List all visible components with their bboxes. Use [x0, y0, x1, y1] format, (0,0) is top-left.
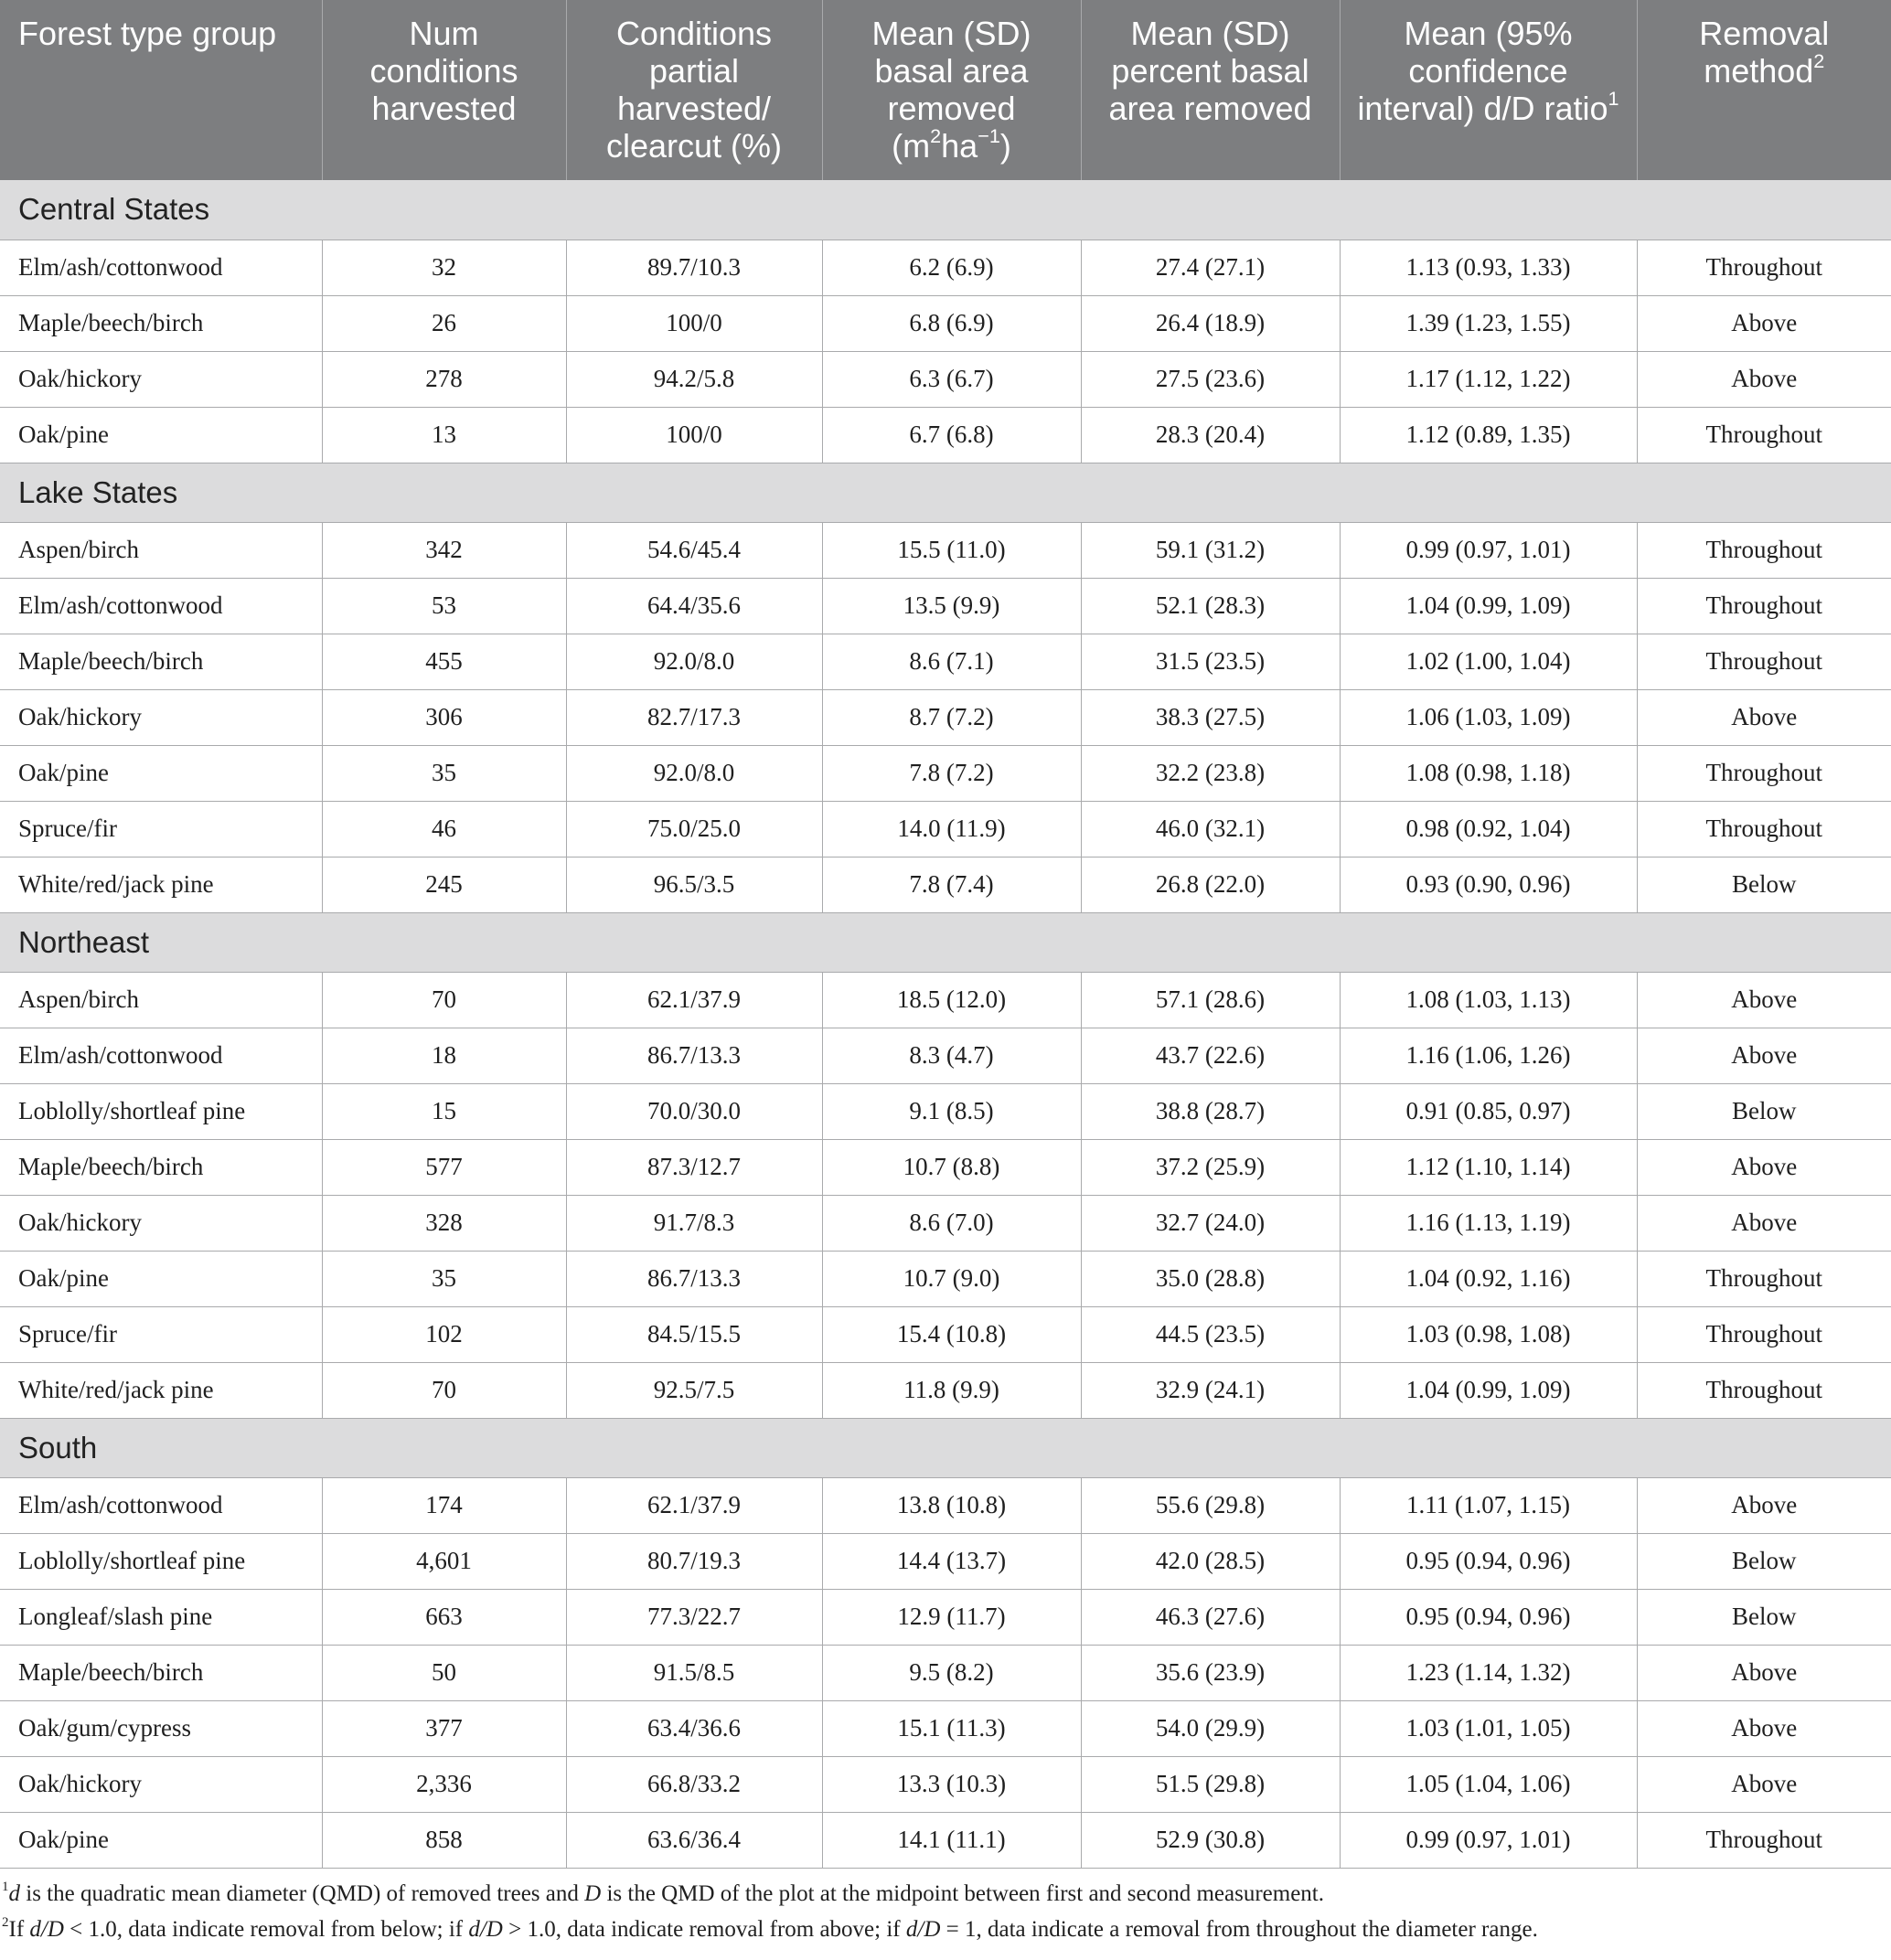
- table-row: [0, 1139, 1891, 1195]
- cell-removal-method: Below: [1637, 1083, 1891, 1139]
- cell-num-conditions: 663: [322, 1589, 566, 1645]
- cell-num-conditions: 174: [322, 1477, 566, 1533]
- cell-partial-clearcut: 82.7/17.3: [566, 689, 822, 745]
- cell-percent-basal-area: 37.2 (25.9): [1081, 1139, 1340, 1195]
- group-name: Central States: [0, 180, 1891, 240]
- cell-num-conditions: 15: [322, 1083, 566, 1139]
- cell-forest-type: White/red/jack pine: [0, 857, 322, 912]
- cell-partial-clearcut: 66.8/33.2: [566, 1756, 822, 1812]
- cell-dd-ratio: 1.04 (0.92, 1.16): [1340, 1251, 1637, 1306]
- table-row: [0, 1083, 1891, 1139]
- cell-forest-type: Oak/gum/cypress: [0, 1700, 322, 1756]
- cell-percent-basal-area: 31.5 (23.5): [1081, 634, 1340, 689]
- cell-dd-ratio: 0.95 (0.94, 0.96): [1340, 1589, 1637, 1645]
- cell-basal-area-removed: 6.7 (6.8): [822, 407, 1081, 463]
- cell-dd-ratio: 1.04 (0.99, 1.09): [1340, 1362, 1637, 1418]
- cell-basal-area-removed: 10.7 (8.8): [822, 1139, 1081, 1195]
- header-basal-area-removed: Mean (SD) basal area removed $(m^2ha^{-1})$: [822, 0, 1081, 180]
- cell-partial-clearcut: 84.5/15.5: [566, 1306, 822, 1362]
- cell-percent-basal-area: 35.0 (28.8): [1081, 1251, 1340, 1306]
- cell-removal-method: Throughout: [1637, 634, 1891, 689]
- cell-dd-ratio: 1.03 (1.01, 1.05): [1340, 1700, 1637, 1756]
- cell-percent-basal-area: 52.1 (28.3): [1081, 578, 1340, 634]
- cell-percent-basal-area: 51.5 (29.8): [1081, 1756, 1340, 1812]
- cell-forest-type: Aspen/birch: [0, 972, 322, 1028]
- cell-forest-type: Elm/ash/cottonwood: [0, 578, 322, 634]
- cell-forest-type: Aspen/birch: [0, 522, 322, 578]
- cell-dd-ratio: 1.02 (1.00, 1.04): [1340, 634, 1637, 689]
- cell-removal-method: Throughout: [1637, 240, 1891, 295]
- cell-partial-clearcut: 92.0/8.0: [566, 745, 822, 801]
- cell-partial-clearcut: 75.0/25.0: [566, 801, 822, 857]
- table-row: [0, 1812, 1891, 1868]
- cell-percent-basal-area: 46.3 (27.6): [1081, 1589, 1340, 1645]
- cell-percent-basal-area: 32.9 (24.1): [1081, 1362, 1340, 1418]
- cell-percent-basal-area: 26.8 (22.0): [1081, 857, 1340, 912]
- table-header: [0, 0, 1891, 180]
- cell-basal-area-removed: 11.8 (9.9): [822, 1362, 1081, 1418]
- cell-removal-method: Throughout: [1637, 407, 1891, 463]
- cell-dd-ratio: 1.03 (0.98, 1.08): [1340, 1306, 1637, 1362]
- cell-forest-type: Oak/pine: [0, 407, 322, 463]
- cell-basal-area-removed: 7.8 (7.2): [822, 745, 1081, 801]
- group-name: South: [0, 1418, 1891, 1477]
- cell-forest-type: Oak/pine: [0, 1251, 322, 1306]
- cell-removal-method: Above: [1637, 972, 1891, 1028]
- table-row: [0, 1028, 1891, 1083]
- table-body: [0, 180, 1891, 1868]
- cell-removal-method: Above: [1637, 1139, 1891, 1195]
- cell-num-conditions: 35: [322, 1251, 566, 1306]
- cell-partial-clearcut: 62.1/37.9: [566, 972, 822, 1028]
- cell-percent-basal-area: 28.3 (20.4): [1081, 407, 1340, 463]
- cell-dd-ratio: 1.06 (1.03, 1.09): [1340, 689, 1637, 745]
- cell-num-conditions: 245: [322, 857, 566, 912]
- cell-percent-basal-area: 52.9 (30.8): [1081, 1812, 1340, 1868]
- table-row: [0, 407, 1891, 463]
- header-num-conditions: Num conditions harvested: [322, 0, 566, 180]
- cell-basal-area-removed: 13.3 (10.3): [822, 1756, 1081, 1812]
- cell-dd-ratio: 0.99 (0.97, 1.01): [1340, 522, 1637, 578]
- cell-basal-area-removed: 7.8 (7.4): [822, 857, 1081, 912]
- cell-partial-clearcut: 54.6/45.4: [566, 522, 822, 578]
- cell-percent-basal-area: 44.5 (23.5): [1081, 1306, 1340, 1362]
- cell-basal-area-removed: 18.5 (12.0): [822, 972, 1081, 1028]
- cell-basal-area-removed: 8.7 (7.2): [822, 689, 1081, 745]
- cell-num-conditions: 2,336: [322, 1756, 566, 1812]
- group-header-row: [0, 1418, 1891, 1477]
- header-percent-basal-area: Mean (SD) percent basal area removed: [1081, 0, 1340, 180]
- cell-num-conditions: 377: [322, 1700, 566, 1756]
- cell-num-conditions: 577: [322, 1139, 566, 1195]
- cell-partial-clearcut: 87.3/12.7: [566, 1139, 822, 1195]
- cell-basal-area-removed: 14.1 (11.1): [822, 1812, 1081, 1868]
- cell-dd-ratio: 0.99 (0.97, 1.01): [1340, 1812, 1637, 1868]
- cell-dd-ratio: 1.04 (0.99, 1.09): [1340, 578, 1637, 634]
- table-row: [0, 240, 1891, 295]
- footnote-1: $^1$d is the quadratic mean diameter (QMD) of removed trees and D is the QMD of the plot at the midpoint between first and second measurement.: [2, 1879, 1324, 1906]
- cell-dd-ratio: 0.93 (0.90, 0.96): [1340, 857, 1637, 912]
- cell-num-conditions: 455: [322, 634, 566, 689]
- cell-partial-clearcut: 77.3/22.7: [566, 1589, 822, 1645]
- cell-dd-ratio: 1.11 (1.07, 1.15): [1340, 1477, 1637, 1533]
- cell-removal-method: Below: [1637, 857, 1891, 912]
- cell-forest-type: Loblolly/shortleaf pine: [0, 1533, 322, 1589]
- cell-basal-area-removed: 6.2 (6.9): [822, 240, 1081, 295]
- cell-num-conditions: 53: [322, 578, 566, 634]
- cell-removal-method: Above: [1637, 1028, 1891, 1083]
- cell-removal-method: Throughout: [1637, 578, 1891, 634]
- header-dd-ratio: Mean (95% confidence interval) d/D ratio$^1$: [1340, 0, 1637, 180]
- table-row: [0, 295, 1891, 351]
- group-header-row: [0, 180, 1891, 240]
- cell-percent-basal-area: 38.8 (28.7): [1081, 1083, 1340, 1139]
- group-header-row: [0, 463, 1891, 522]
- cell-dd-ratio: 1.17 (1.12, 1.22): [1340, 351, 1637, 407]
- cell-dd-ratio: 1.08 (0.98, 1.18): [1340, 745, 1637, 801]
- cell-forest-type: Oak/hickory: [0, 1756, 322, 1812]
- cell-removal-method: Above: [1637, 295, 1891, 351]
- cell-removal-method: Throughout: [1637, 1362, 1891, 1418]
- cell-percent-basal-area: 55.6 (29.8): [1081, 1477, 1340, 1533]
- table-row: [0, 1251, 1891, 1306]
- cell-removal-method: Below: [1637, 1589, 1891, 1645]
- cell-partial-clearcut: 100/0: [566, 295, 822, 351]
- cell-dd-ratio: 1.12 (0.89, 1.35): [1340, 407, 1637, 463]
- cell-removal-method: Above: [1637, 351, 1891, 407]
- header-forest-type-group: Forest type group: [0, 0, 322, 180]
- cell-partial-clearcut: 92.5/7.5: [566, 1362, 822, 1418]
- group-name: Lake States: [0, 463, 1891, 522]
- cell-percent-basal-area: 43.7 (22.6): [1081, 1028, 1340, 1083]
- cell-num-conditions: 32: [322, 240, 566, 295]
- cell-partial-clearcut: 86.7/13.3: [566, 1028, 822, 1083]
- cell-partial-clearcut: 96.5/3.5: [566, 857, 822, 912]
- cell-forest-type: Oak/hickory: [0, 1195, 322, 1251]
- table-row: [0, 689, 1891, 745]
- cell-partial-clearcut: 64.4/35.6: [566, 578, 822, 634]
- cell-basal-area-removed: 14.0 (11.9): [822, 801, 1081, 857]
- cell-basal-area-removed: 8.3 (4.7): [822, 1028, 1081, 1083]
- cell-forest-type: White/red/jack pine: [0, 1362, 322, 1418]
- cell-partial-clearcut: 94.2/5.8: [566, 351, 822, 407]
- cell-basal-area-removed: 15.1 (11.3): [822, 1700, 1081, 1756]
- cell-forest-type: Spruce/fir: [0, 1306, 322, 1362]
- cell-percent-basal-area: 26.4 (18.9): [1081, 295, 1340, 351]
- cell-num-conditions: 13: [322, 407, 566, 463]
- cell-removal-method: Throughout: [1637, 801, 1891, 857]
- footnotes: [0, 1869, 1891, 1947]
- cell-basal-area-removed: 6.8 (6.9): [822, 295, 1081, 351]
- cell-removal-method: Above: [1637, 1195, 1891, 1251]
- cell-dd-ratio: 1.12 (1.10, 1.14): [1340, 1139, 1637, 1195]
- cell-forest-type: Oak/hickory: [0, 351, 322, 407]
- cell-basal-area-removed: 10.7 (9.0): [822, 1251, 1081, 1306]
- cell-num-conditions: 46: [322, 801, 566, 857]
- cell-dd-ratio: 1.16 (1.06, 1.26): [1340, 1028, 1637, 1083]
- cell-partial-clearcut: 92.0/8.0: [566, 634, 822, 689]
- cell-basal-area-removed: 13.8 (10.8): [822, 1477, 1081, 1533]
- footnote-2: $^2$If d/D < 1.0, data indicate removal from below; if d/D > 1.0, data indicate removal from above; if d/D = 1, data indicate a removal from throughout the diameter range.: [2, 1914, 1538, 1942]
- table-row: [0, 1362, 1891, 1418]
- cell-removal-method: Throughout: [1637, 745, 1891, 801]
- table-row: [0, 1195, 1891, 1251]
- cell-basal-area-removed: 6.3 (6.7): [822, 351, 1081, 407]
- cell-forest-type: Oak/pine: [0, 1812, 322, 1868]
- table-row: [0, 745, 1891, 801]
- cell-num-conditions: 35: [322, 745, 566, 801]
- cell-forest-type: Elm/ash/cottonwood: [0, 240, 322, 295]
- cell-partial-clearcut: 70.0/30.0: [566, 1083, 822, 1139]
- cell-basal-area-removed: 9.5 (8.2): [822, 1645, 1081, 1700]
- table-row: [0, 351, 1891, 407]
- cell-partial-clearcut: 89.7/10.3: [566, 240, 822, 295]
- cell-partial-clearcut: 63.6/36.4: [566, 1812, 822, 1868]
- cell-forest-type: Oak/hickory: [0, 689, 322, 745]
- cell-num-conditions: 70: [322, 972, 566, 1028]
- cell-dd-ratio: 1.13 (0.93, 1.33): [1340, 240, 1637, 295]
- cell-percent-basal-area: 54.0 (29.9): [1081, 1700, 1340, 1756]
- cell-removal-method: Throughout: [1637, 1251, 1891, 1306]
- cell-num-conditions: 102: [322, 1306, 566, 1362]
- table-row: [0, 1700, 1891, 1756]
- cell-percent-basal-area: 59.1 (31.2): [1081, 522, 1340, 578]
- cell-percent-basal-area: 35.6 (23.9): [1081, 1645, 1340, 1700]
- cell-percent-basal-area: 57.1 (28.6): [1081, 972, 1340, 1028]
- cell-forest-type: Longleaf/slash pine: [0, 1589, 322, 1645]
- cell-basal-area-removed: 13.5 (9.9): [822, 578, 1081, 634]
- cell-percent-basal-area: 38.3 (27.5): [1081, 689, 1340, 745]
- cell-basal-area-removed: 15.5 (11.0): [822, 522, 1081, 578]
- cell-num-conditions: 306: [322, 689, 566, 745]
- cell-removal-method: Above: [1637, 1700, 1891, 1756]
- cell-forest-type: Spruce/fir: [0, 801, 322, 857]
- cell-basal-area-removed: 12.9 (11.7): [822, 1589, 1081, 1645]
- cell-partial-clearcut: 100/0: [566, 407, 822, 463]
- cell-dd-ratio: 1.23 (1.14, 1.32): [1340, 1645, 1637, 1700]
- cell-percent-basal-area: 42.0 (28.5): [1081, 1533, 1340, 1589]
- table-row: [0, 1589, 1891, 1645]
- cell-percent-basal-area: 27.5 (23.6): [1081, 351, 1340, 407]
- table-row: [0, 1533, 1891, 1589]
- cell-num-conditions: 18: [322, 1028, 566, 1083]
- cell-num-conditions: 278: [322, 351, 566, 407]
- cell-partial-clearcut: 86.7/13.3: [566, 1251, 822, 1306]
- cell-forest-type: Maple/beech/birch: [0, 634, 322, 689]
- cell-num-conditions: 4,601: [322, 1533, 566, 1589]
- cell-removal-method: Above: [1637, 1645, 1891, 1700]
- cell-basal-area-removed: 8.6 (7.0): [822, 1195, 1081, 1251]
- table-row: [0, 1645, 1891, 1700]
- table-row: [0, 972, 1891, 1028]
- cell-basal-area-removed: 8.6 (7.1): [822, 634, 1081, 689]
- cell-removal-method: Throughout: [1637, 1812, 1891, 1868]
- group-name: Northeast: [0, 912, 1891, 972]
- cell-partial-clearcut: 91.7/8.3: [566, 1195, 822, 1251]
- cell-basal-area-removed: 9.1 (8.5): [822, 1083, 1081, 1139]
- cell-removal-method: Above: [1637, 1477, 1891, 1533]
- cell-partial-clearcut: 80.7/19.3: [566, 1533, 822, 1589]
- cell-forest-type: Maple/beech/birch: [0, 1139, 322, 1195]
- cell-forest-type: Maple/beech/birch: [0, 1645, 322, 1700]
- cell-num-conditions: 858: [322, 1812, 566, 1868]
- table-row: [0, 857, 1891, 912]
- cell-forest-type: Loblolly/shortleaf pine: [0, 1083, 322, 1139]
- cell-removal-method: Below: [1637, 1533, 1891, 1589]
- cell-removal-method: Above: [1637, 689, 1891, 745]
- cell-basal-area-removed: 14.4 (13.7): [822, 1533, 1081, 1589]
- cell-num-conditions: 70: [322, 1362, 566, 1418]
- table-row: [0, 1306, 1891, 1362]
- table-row: [0, 634, 1891, 689]
- cell-forest-type: Elm/ash/cottonwood: [0, 1477, 322, 1533]
- cell-basal-area-removed: 15.4 (10.8): [822, 1306, 1081, 1362]
- cell-num-conditions: 342: [322, 522, 566, 578]
- cell-percent-basal-area: 32.7 (24.0): [1081, 1195, 1340, 1251]
- cell-dd-ratio: 1.05 (1.04, 1.06): [1340, 1756, 1637, 1812]
- cell-forest-type: Maple/beech/birch: [0, 295, 322, 351]
- cell-dd-ratio: 1.08 (1.03, 1.13): [1340, 972, 1637, 1028]
- cell-partial-clearcut: 91.5/8.5: [566, 1645, 822, 1700]
- cell-removal-method: Throughout: [1637, 1306, 1891, 1362]
- table-row: [0, 1477, 1891, 1533]
- cell-dd-ratio: 0.98 (0.92, 1.04): [1340, 801, 1637, 857]
- cell-dd-ratio: 1.16 (1.13, 1.19): [1340, 1195, 1637, 1251]
- cell-partial-clearcut: 63.4/36.6: [566, 1700, 822, 1756]
- cell-percent-basal-area: 27.4 (27.1): [1081, 240, 1340, 295]
- cell-num-conditions: 26: [322, 295, 566, 351]
- cell-removal-method: Throughout: [1637, 522, 1891, 578]
- cell-num-conditions: 328: [322, 1195, 566, 1251]
- table-row: [0, 801, 1891, 857]
- cell-percent-basal-area: 46.0 (32.1): [1081, 801, 1340, 857]
- table-row: [0, 522, 1891, 578]
- group-header-row: [0, 912, 1891, 972]
- cell-forest-type: Oak/pine: [0, 745, 322, 801]
- cell-percent-basal-area: 32.2 (23.8): [1081, 745, 1340, 801]
- cell-removal-method: Above: [1637, 1756, 1891, 1812]
- table-row: [0, 578, 1891, 634]
- header-partial-clearcut: Conditions partial harvested/ clearcut (%): [566, 0, 822, 180]
- cell-forest-type: Elm/ash/cottonwood: [0, 1028, 322, 1083]
- cell-partial-clearcut: 62.1/37.9: [566, 1477, 822, 1533]
- cell-dd-ratio: 0.95 (0.94, 0.96): [1340, 1533, 1637, 1589]
- cell-dd-ratio: 1.39 (1.23, 1.55): [1340, 295, 1637, 351]
- table-row: [0, 1756, 1891, 1812]
- cell-dd-ratio: 0.91 (0.85, 0.97): [1340, 1083, 1637, 1139]
- header-removal-method: Removal method$^2$: [1637, 0, 1891, 180]
- cell-num-conditions: 50: [322, 1645, 566, 1700]
